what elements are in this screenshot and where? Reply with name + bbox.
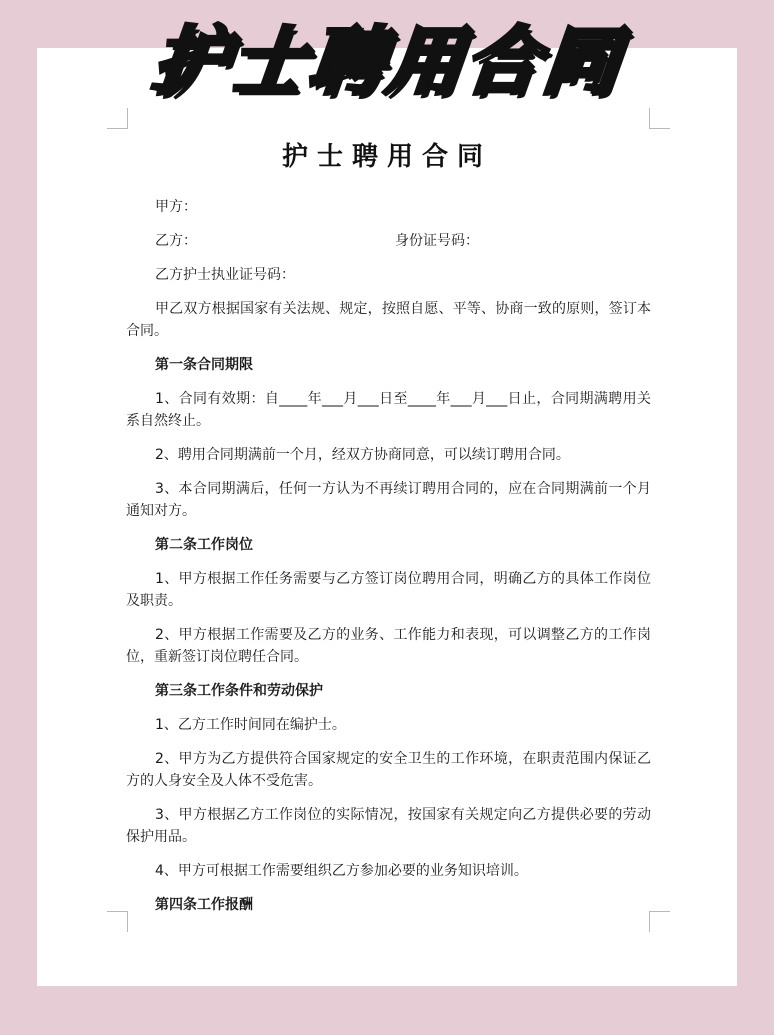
page-corner-mark xyxy=(107,911,128,932)
clause-paragraph: 2、聘用合同期满前一个月，经双方协商同意，可以续订聘用合同。 xyxy=(155,447,570,463)
section-heading: 第三条工作条件和劳动保护 xyxy=(155,683,323,699)
section-heading: 第四条工作报酬 xyxy=(155,897,253,913)
id-number-line: 身份证号码： xyxy=(395,233,479,249)
clause-paragraph: 3、甲方根据乙方工作岗位的实际情况，按国家有关规定向乙方提供必要的劳动保护用品。 xyxy=(126,807,651,845)
party-b-line: 乙方： xyxy=(155,233,197,249)
clause-paragraph: 2、甲方为乙方提供符合国家规定的安全卫生的工作环境，在职责范围内保证乙方的人身安全及人体不受危害。 xyxy=(126,751,651,789)
clause-paragraph: 1、合同有效期：自____年___月___日至____年___月___日止，合同期满聘用关系自然终止。 xyxy=(126,391,651,429)
clause-paragraph: 4、甲方可根据工作需要组织乙方参加必要的业务知识培训。 xyxy=(155,863,528,879)
intro-paragraph: 甲乙双方根据国家有关法规、规定，按照自愿、平等、协商一致的原则，签订本合同。 xyxy=(126,301,651,339)
clause-paragraph: 2、甲方根据工作需要及乙方的业务、工作能力和表现，可以调整乙方的工作岗位，重新签订岗位聘任合同。 xyxy=(126,627,651,665)
document-title: 护士聘用合同 xyxy=(281,142,492,172)
party-b-row xyxy=(126,230,651,252)
license-line: 乙方护士执业证号码： xyxy=(155,267,295,283)
section-heading: 第一条合同期限 xyxy=(155,357,253,373)
banner-title: 护士聘用合同 xyxy=(148,19,626,105)
party-a-line: 甲方： xyxy=(155,199,197,215)
section-heading: 第二条工作岗位 xyxy=(155,537,253,553)
page-corner-mark xyxy=(649,911,670,932)
clause-paragraph: 1、乙方工作时间同在编护士。 xyxy=(155,717,346,733)
clause-paragraph: 1、甲方根据工作任务需要与乙方签订岗位聘用合同，明确乙方的具体工作岗位及职责。 xyxy=(126,571,651,609)
clause-paragraph: 3、本合同期满后，任何一方认为不再续订聘用合同的，应在合同期满前一个月通知对方。 xyxy=(126,481,651,519)
banner xyxy=(0,12,774,122)
document-body xyxy=(126,196,651,928)
